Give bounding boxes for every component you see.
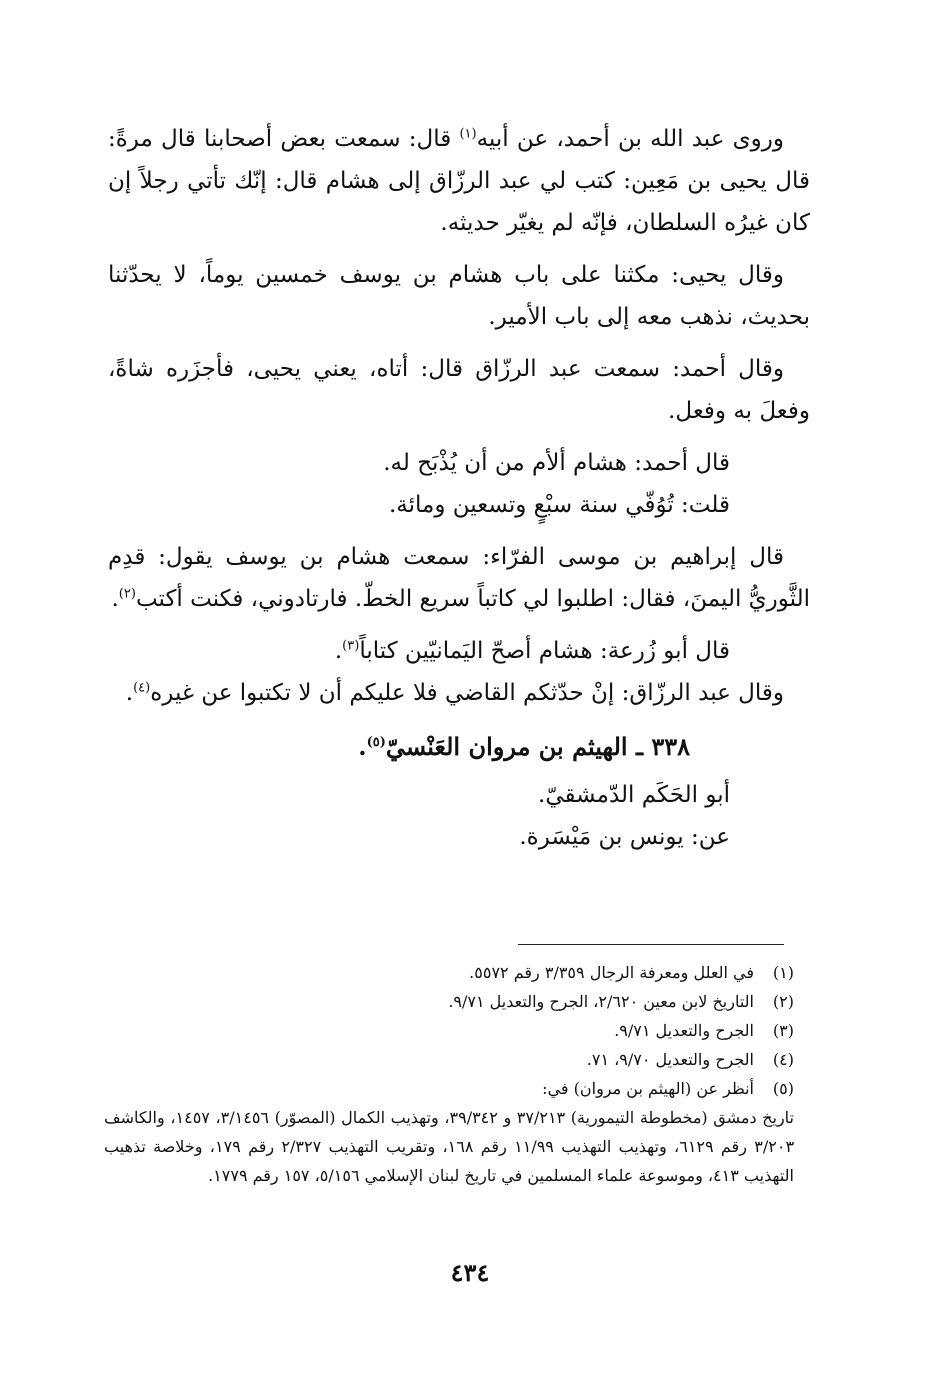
- footnote-ref-4: (٤): [133, 680, 151, 696]
- paragraph-1-text: وروى عبد الله بن أحمد، عن أبيه: [476, 126, 784, 152]
- main-text: [108, 118, 810, 858]
- footnote-text: الجرح والتعديل ٩/٧٠، ٧١.: [586, 1050, 754, 1069]
- entry-title: [108, 726, 810, 768]
- footnote-5: [104, 1074, 794, 1103]
- footnote-5-continuation: تاريخ دمشق (مخطوطة التيمورية) ٣٧/٢١٣ و ٣٩/٣٤٢، وتهذيب الكمال (المصوّر) ٣/١٤٥٦، ١٤٥٧، والكاشف ٣/٢٠٣ رقم ٦١٢٩، وتهذيب التهذيب ١١/٩٩ رقم ١٦٨، وتقريب التهذيب ٢/٣٢٧ رقم ١٧٩، وخلاصة تذهيب التهذيب ٤١٣، وموسوعة علماء المسلمين في تاريخ لبنان الإسلامي ٥/١٥٦، ١٥٧ رقم ١٧٧٩.: [104, 1108, 795, 1185]
- paragraph-1: [108, 118, 810, 244]
- paragraph-7-text: قال أبو زُرعة: هشام أصحّ اليَمانيّين كتاباً: [359, 638, 730, 664]
- footnote-ref-2: (٢): [118, 586, 136, 602]
- footnote-ref-5: (٥): [366, 735, 386, 750]
- footnote-3: [104, 1016, 794, 1045]
- footnote-text: الجرح والتعديل ٩/٧١.: [614, 1021, 754, 1040]
- paragraph-4: قال أحمد: هشام ألأم من أن يُذْبَح له.: [383, 450, 730, 476]
- paragraph-2: وقال يحيى: مكثنا على باب هشام بن يوسف خمسين يوماً، لا يحدّثنا بحديث، نذهب معه إلى باب الأمير.: [108, 262, 810, 330]
- page-number: ٤٣٤: [450, 1258, 490, 1287]
- footnote-text: في العلل ومعرفة الرجال ٣/٣٥٩ رقم ٥٥٧٢.: [469, 963, 754, 982]
- paragraph-8-text: وقال عبد الرزّاق: إنْ حدّثكم القاضي فلا عليكم أن لا تكتبوا عن غيره: [150, 680, 784, 706]
- entry-title-end: .: [358, 732, 367, 761]
- paragraph-3: وقال أحمد: سمعت عبد الرزّاق قال: أتاه، يعني يحيى، فأجزَره شاةً، وفعلَ به وفعل.: [108, 356, 810, 424]
- footnote-ref-1: (١): [459, 126, 477, 142]
- paragraph-6: [108, 536, 810, 620]
- footnote-text: التاريخ لابن معين ٢/٦٢٠، الجرح والتعديل ٩/٧١.: [448, 992, 754, 1011]
- entry-kunya: أبو الحَكَم الدّمشقيّ.: [538, 782, 730, 808]
- entry-title-text: ٣٣٨ ـ الهيثم بن مروان العَنْسيّ: [385, 732, 690, 761]
- footnote-text: أنظر عن (الهيثم بن مروان) في:: [542, 1079, 754, 1098]
- footnote-number: (٣): [772, 1021, 794, 1040]
- paragraph-7: [108, 630, 810, 672]
- footnote-2: [104, 987, 794, 1016]
- footnote-4: [104, 1045, 794, 1074]
- footnote-separator: [518, 944, 784, 945]
- paragraph-6-text: قال إبراهيم بن موسى الفرّاء: سمعت هشام بن يوسف يقول: قدِم الثَّوريُّ اليمنَ، فقال: اطلبوا لي كاتباً سريع الخطّ. فارتادوني، فكنت أكتب: [108, 544, 810, 612]
- footnote-ref-3: (٣): [342, 638, 360, 654]
- footnote-number: (٤): [772, 1050, 794, 1069]
- paragraph-8-text-cont: .: [125, 680, 134, 706]
- paragraph-1-text-cont: قال: سمعت بعض أصحابنا قال مرةً: قال يحيى بن مَعِين: كتب لي عبد الرزّاق إلى هشام قال: إنّك تأتي رجلاً إن كان غيرُه السلطان، فإنّه لم يغيّر حديثه.: [108, 126, 810, 236]
- footnote-1: [104, 958, 794, 987]
- footnote-number: (١): [772, 963, 794, 982]
- paragraph-7-text-cont: .: [334, 638, 343, 664]
- paragraph-8: [108, 672, 810, 714]
- paragraph-6-text-cont: .: [111, 586, 119, 612]
- footnotes: [104, 958, 794, 1190]
- footnote-number: (٢): [772, 992, 794, 1011]
- entry-narrates-from: عن: يونس بن مَيْسَرة.: [519, 824, 730, 850]
- footnote-number: (٥): [772, 1079, 794, 1098]
- paragraph-5: قلت: تُوُفّي سنة سبْعٍ وتسعين ومائة.: [389, 492, 730, 518]
